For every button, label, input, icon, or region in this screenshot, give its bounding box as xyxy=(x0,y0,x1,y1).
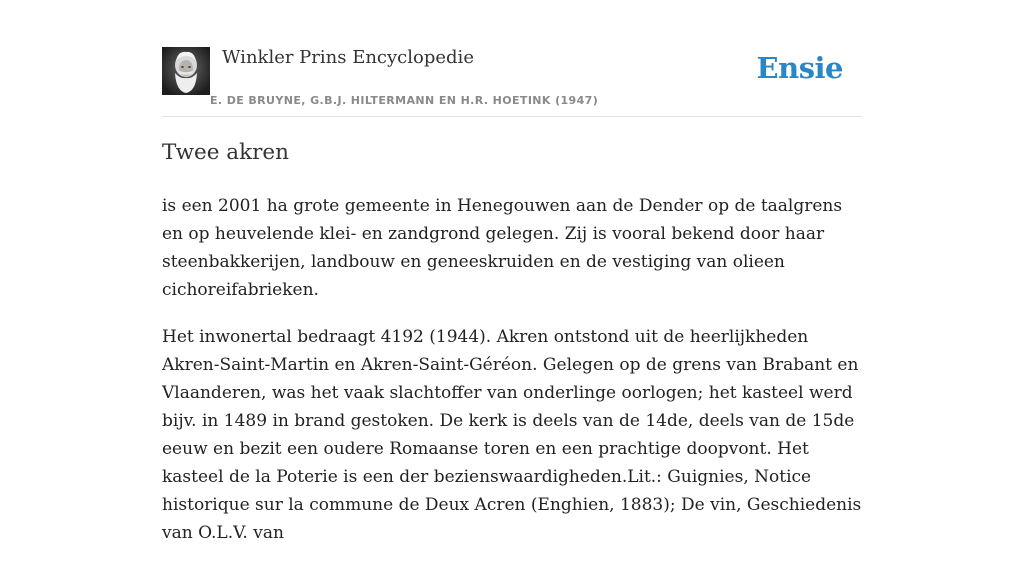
ensie-logo[interactable]: Ensie xyxy=(756,51,843,85)
article-paragraph: Het inwonertal bedraagt 4192 (1944). Akren ontstond uit de heerlijkheden Akren-Saint-Martin en Akren-Saint-Géréon. Gelegen op de grens van Brabant en Vlaanderen, was het vaak slachtoffer van onderlinge oorlogen; het kasteel werd bijv. in 1489 in brand gestoken. De kerk is deels van de 14de, deels van de 15de eeuw en bezit een oudere Romaanse toren en een prachtige doopvont. Het kasteel de la Poterie is een der bezienswaardigheden.Lit.: Guignies, Notice historique sur la commune de Deux Acren (Enghien, 1883); De vin, Geschiedenis van O.L.V. van xyxy=(162,327,862,543)
article-paragraph: is een 2001 ha grote gemeente in Henegouwen aan de Dender op de taalgrens en op heuvelende klei- en zandgrond gelegen. Zij is vooral bekend door haar steenbakkerijen, landbouw en geneeskruiden en de vestiging van olieen cichoreifabrieken. xyxy=(162,196,843,300)
page xyxy=(162,0,862,543)
site-title[interactable]: Winkler Prins Encyclopedie xyxy=(222,47,474,68)
portrait-image xyxy=(162,47,210,95)
article-title: Twee akren xyxy=(162,140,289,165)
site-header xyxy=(162,46,862,117)
author-portrait-avatar xyxy=(162,47,210,95)
authors-credit: E. DE BRUYNE, G.B.J. HILTERMANN EN H.R. HOETINK (1947) xyxy=(210,94,599,107)
article-body xyxy=(162,192,862,566)
